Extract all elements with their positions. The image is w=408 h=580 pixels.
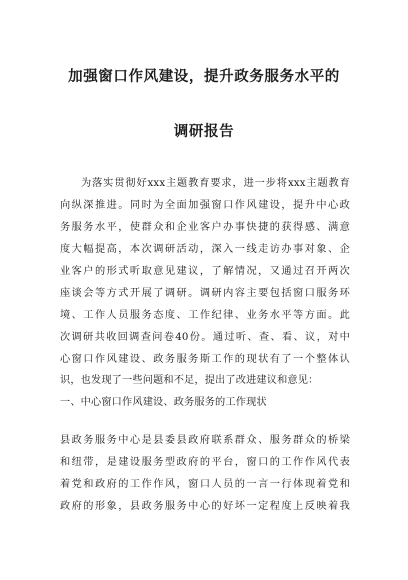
- body-text-line: 着党和政府的工作作风，窗口人员的一言一行体现着党和: [60, 479, 350, 490]
- body-text-line: 县政务服务中心是县委县政府联系群众、服务群众的桥梁: [60, 435, 350, 446]
- body-text-line: 政府的形象，县政务服务中心的好坏一定程度上反映着我: [60, 501, 350, 512]
- body-text-line: 次调研共收回调查问卷40份。通过听、查、看、议，对中: [60, 332, 350, 343]
- body-text-line: 座谈会等方式开展了调研。调研内容主要包括窗口服务环: [60, 288, 350, 299]
- body-text-line: 识，也发现了一些问题和不足，提出了改进建议和意见：: [60, 375, 319, 386]
- body-text-line: 业客户的形式听取意见建议，了解情况，又通过召开两次: [60, 266, 350, 277]
- document-title-line-2: 调研报告: [173, 124, 235, 140]
- body-text-line: 务服务水平，使群众和企业客户办事快捷的获得感、满意: [60, 222, 350, 233]
- body-text-line: 为落实贯彻好xxx主题教育要求，进一步将xxx主题教育: [81, 178, 350, 189]
- body-text-line: 境、工作人员服务态度、工作纪律、业务水平等方面。此: [60, 310, 350, 321]
- body-text-line: 度大幅提高，本次调研活动，深入一线走访办事对象、企: [60, 244, 350, 255]
- section-heading: 一、中心窗口作风建设、政务服务的工作现状: [60, 397, 267, 408]
- document-title-line-1: 加强窗口作风建设，提升政务服务水平的: [68, 69, 340, 85]
- body-text-line: 向纵深推进。同时为全面加强窗口作风建设，提升中心政: [60, 200, 350, 211]
- body-text-line: 和纽带，是建设服务型政府的平台，窗口的工作作风代表: [60, 457, 350, 468]
- body-text-line: 心窗口作风建设、政务服务斯工作的现状有了一个整体认: [60, 354, 350, 365]
